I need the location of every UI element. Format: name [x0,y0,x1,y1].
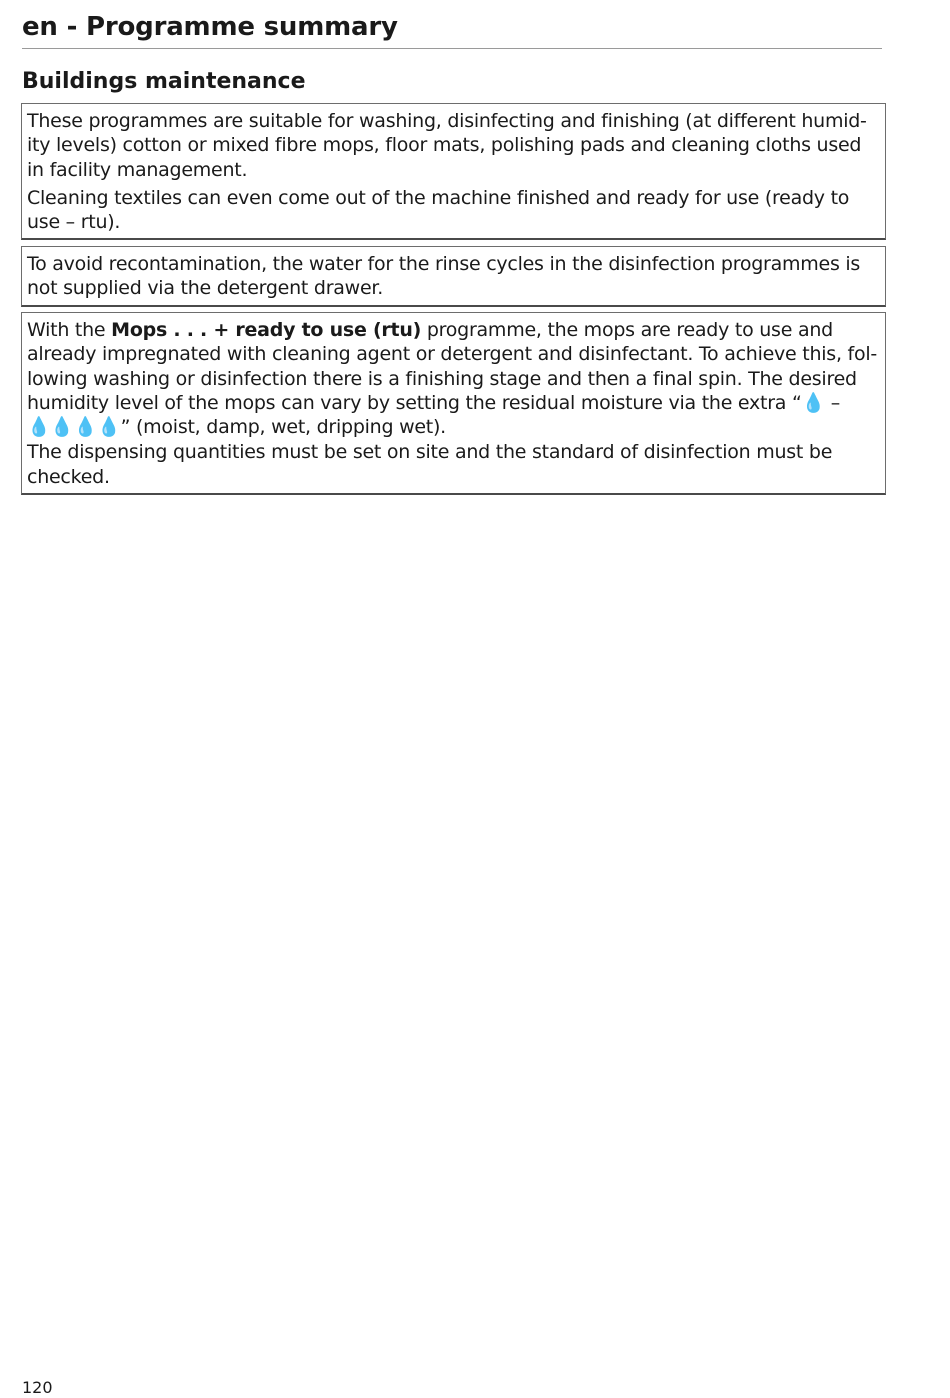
text-line: already impregnated with cleaning agent or detergent and disinfectant. To achieve this, fol- [27,343,877,366]
text-line: not supplied via the detergent drawer. [27,277,383,300]
programme-name: Mops . . . + ready to use (rtu) [111,319,422,341]
text-line: humidity level of the mops can vary by setting the residual moisture via the extra “💧 – [27,391,841,414]
info-box-programmes [21,103,886,240]
text-line: programme, the mops are ready to use and [421,319,833,341]
text-line: ity levels) cotton or mixed fibre mops, floor mats, polishing pads and cleaning cloths used [27,134,862,157]
paragraph-dispensing [27,440,880,489]
text-line: These programmes are suitable for washing, disinfecting and finishing (at different humid- [27,110,867,132]
text-line: With the [27,319,112,341]
text-line: 💧💧💧💧” (moist, damp, wet, dripping wet). [27,416,446,439]
paragraph-suitability [27,109,880,182]
info-box-mops-rtu [21,312,886,495]
page-header [22,10,882,49]
page-title: en - Programme summary [22,12,398,42]
text-line: The dispensing quantities must be set on site and the standard of disinfection must be [27,441,833,464]
text-line: Cleaning textiles can even come out of the machine finished and ready for use (ready to [27,186,850,209]
page-number: 120 [22,1378,53,1397]
paragraph-mops-programme [27,318,880,439]
paragraph-ready-to-use [27,186,880,235]
text-line: lowing washing or disinfection there is a finishing stage and then a final spin. The desired [27,367,857,390]
text-line: use – rtu). [27,211,121,234]
text-line: To avoid recontamination, the water for the rinse cycles in the disinfection programmes is [27,253,861,275]
section-title: Buildings maintenance [22,69,306,94]
info-box-recontamination [21,246,886,307]
text-line: checked. [27,465,110,488]
paragraph-recontamination [27,252,880,301]
text-line: in facility management. [27,158,248,181]
